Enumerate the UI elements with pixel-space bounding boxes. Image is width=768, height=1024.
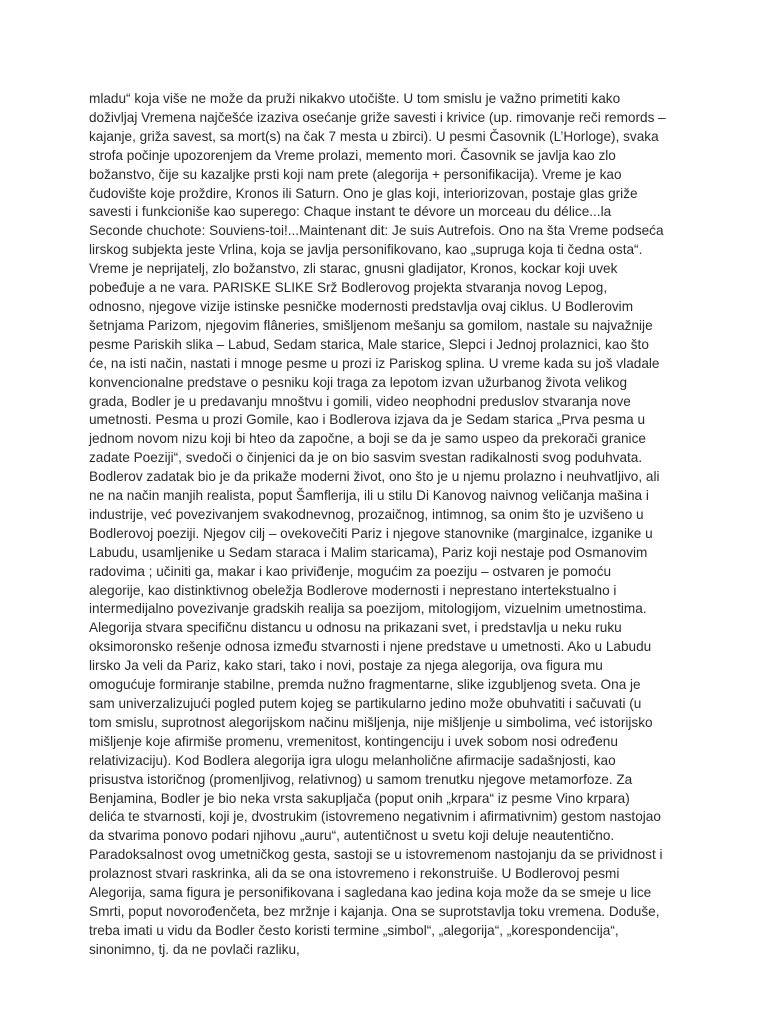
body-text: mladu“ koja više ne može da pruži nikakvo utočište. U tom smislu je važno primetiti kako doživljaj Vremena najčešće izaziva osećanje griže savesti i krivice (up. rimovanje reči remords – kajanje, griža savest, sa mort(s) na čak 7 mesta u zbirci). U pesmi Časovnik (L’Horloge), svaka strofa počinje upozorenjem da Vreme prolazi, memento mori. Časovnik se javlja kao zlo božanstvo, čije su kazaljke prsti koji nam prete (alegorija + personifikacija). Vreme je kao čudovište koje proždire, Kronos ili Saturn. Ono je glas koji, interiorizovan, postaje glas griže savesti i funkcioniše kao superego: Chaque instant te dévore un morceau du délice...la Seconde chuchote: Souviens-toi!...Maintenant dit: Je suis Autrefois. Ono na šta Vreme podseća lirskog subjekta jeste Vrlina, koja se javlja personifikovano, kao „supruga koja ti čedna osta“. Vreme je neprijatelj, zlo božanstvo, zli starac, gnusni gladijator, Kronos, kockar koji uvek pobeđuje a ne vara. PARISKE SLIKE Srž Bodlerovog projekta stvaranja novog Lepog, odnosno, njegove vizije istinske pesničke modernosti predstavlja ovaj ciklus. U Bodlerovim šetnjama Parizom, njegovim flâneries, smišljenom mešanju sa gomilom, nastale su najvažnije pesme Pariskih slika – Labud, Sedam starica, Male starice, Slepci i Jednoj prolaznici, kao što će, na isti način, nastati i mnoge pesme u prozi iz Pariskog splina. U vreme kada su još vladale konvencionalne predstave o pesniku koji traga za lepotom izvan užurbanog života velikog grada, Bodler je u predavanju mnoštvu i gomili, video neophodni preduslov stvaranja nove umetnosti. Pesma u prozi Gomile, kao i Bodlerova izjava da je Sedam starica „Prva pesma u jednom novom nizu koji bi hteo da započne, a boji se da je samo uspeo da prekorači granice zadate Poeziji“, svedoči o činjenici da je on bio sasvim svestan radikalnosti svog poduhvata. Bodlerov zadatak bio je da prikaže moderni život, ono što je u njemu prolazno i neuhvatljivo, ali ne na način manjih realista, poput Šamflerija, ili u stilu Di Kanovog naivnog veličanja mašina i industrije, već povezivanjem svakodnevnog, prozaičnog, intimnog, sa onim što je uzvišeno u Bodlerovoj poeziji. Njegov cilj – ovekovečiti Pariz i njegove stanovnike (marginalce, izganike u Labudu, usamljenike u Sedam staraca i Malim staricama), Pariz koji nestaje pod Osmanovim radovima ; učiniti ga, makar i kao privid̄enje, mogućim za poeziju – ostvaren je pomoću alegorije, kao distinktivnog obeležja Bodlerove modernosti i neprestano intertekstualno i intermedijalno povezivanje gradskih realija sa poezijom, mitologijom, vizuelnim umetnostima. Alegorija stvara specifičnu distancu u odnosu na prikazani svet, i predstavlja u neku ruku oksimoronsko rešenje odnosa između stvarnosti i njene predstave u umetnosti. Ako u Labudu lirsko Ja veli da Pariz, kako stari, tako i novi, postaje za njega alegorija, ova figura mu omogućuje formiranje stabilne, premda nužno fragmentarne, slike izgubljenog sveta. Ona je sam univerzalizujući pogled putem kojeg se partikularno jedino može obuhvatiti i sačuvati (u tom smislu, suprotnost alegorijskom načinu mišljenja, nije mišljenje u simbolima, već istorijsko mišljenje koje afirmiše promenu, vremenitost, kontingenciju i uvek sobom nosi određenu relativizaciju). Kod Bodlera alegorija igra ulogu melanholične afirmacije sadašnjosti, kao prisustva istoričnog (promenljivog, relativnog) u samom trenutku njegove metamorfoze. Za Benjamina, Bodler je bio neka vrsta sakupljača (poput onih „krpara“ iz pesme Vino krpara) delića te stvarnosti, koji je, dvostrukim (istovremeno negativnim i afirmativnim) gestom nastojao da stvarima ponovo podari njihovu „auru“, autentičnost u svetu koji deluje neautentično. Paradoksalnost ovog umetničkog gesta, sastoji se u istovremenom nastojanju da se prividnost i prolaznost stvari raskrinka, ali da se ona istovremeno i rekonstruiše. U Bodlerovoj pesmi Alegorija, sama figura je personifikovana i sagledana kao jedina koja može da se smeje u lice Smrti, poput novorođenčeta, bez mržnje i kajanja. Ona se suprotstavlja toku vremena. Doduše, treba imati u vidu da Bodler često koristi termine „simbol“, „alegorija“, „korespondencija“, sinonimno, tj. da ne povlači razliku, [89, 91, 666, 957]
